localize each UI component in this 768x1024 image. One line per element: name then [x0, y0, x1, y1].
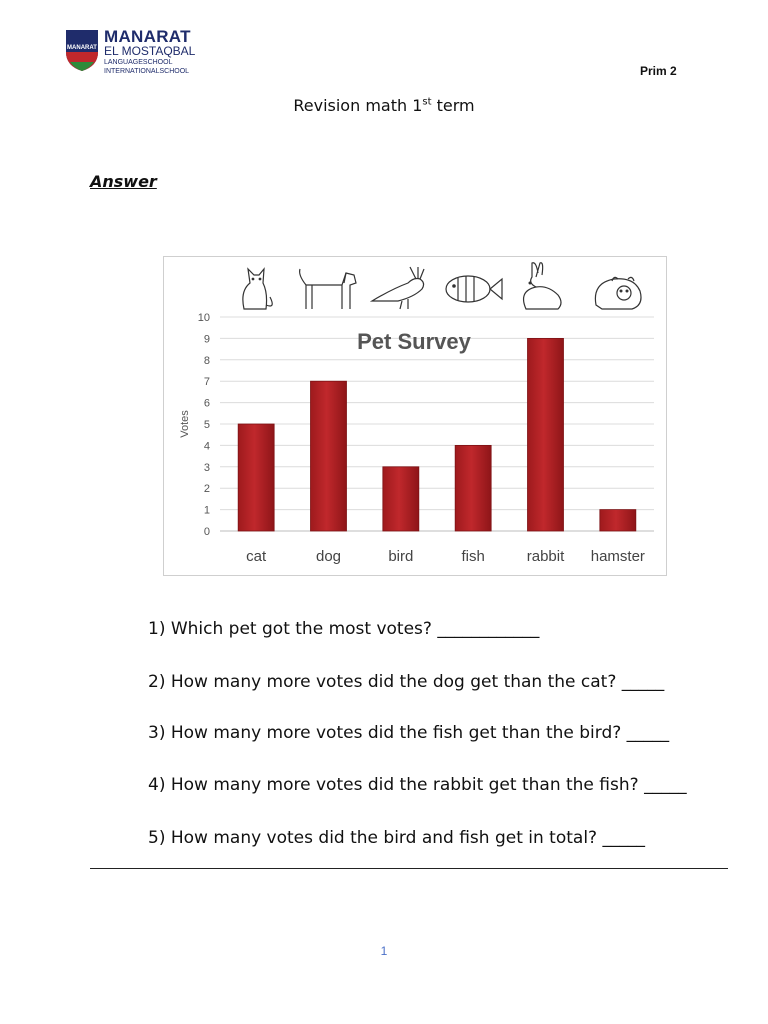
cat-icon: [243, 269, 272, 309]
chart-title: Pet Survey: [357, 329, 471, 354]
x-tick-label: rabbit: [526, 548, 565, 565]
answer-heading: Answer: [90, 172, 157, 191]
y-tick-label: 3: [203, 461, 210, 474]
shield-text: MANARAT: [67, 45, 97, 51]
y-axis-label: Votes: [179, 410, 191, 438]
x-tick-label: fish: [461, 548, 485, 565]
question-2: 2) How many more votes did the dog get than the cat? _____: [148, 672, 665, 692]
question-3: 3) How many more votes did the fish get than the bird? _____: [148, 723, 670, 743]
bar-fish: [455, 445, 491, 531]
question-5: 5) How many votes did the bird and fish get in total? _____: [148, 828, 645, 848]
logo-line1: MANARAT: [104, 27, 191, 46]
divider-line: [90, 868, 728, 869]
pet-survey-chart: [163, 256, 667, 576]
y-tick-label: 8: [203, 354, 210, 367]
y-tick-label: 10: [197, 312, 210, 324]
bar-bird: [383, 467, 419, 531]
x-tick-label: dog: [315, 548, 342, 565]
y-tick-label: 9: [203, 333, 210, 346]
x-tick-label: hamster: [590, 548, 645, 565]
y-tick-label: 7: [203, 376, 210, 389]
bar-cat: [238, 424, 274, 531]
school-logo: [64, 28, 204, 76]
hamster-icon: [595, 277, 641, 309]
logo-line2: EL MOSTAQBAL: [104, 44, 196, 58]
bar-hamster: [600, 510, 636, 531]
title-end: term: [431, 96, 475, 115]
y-tick-label: 2: [203, 483, 210, 496]
y-tick-label: 4: [203, 440, 210, 453]
dog-icon: [300, 269, 356, 309]
y-tick-label: 5: [203, 419, 210, 431]
y-tick-label: 0: [203, 526, 210, 538]
rabbit-icon: [524, 263, 561, 309]
y-tick-label: 6: [203, 397, 210, 410]
bird-icon: [372, 267, 424, 309]
title-main: Revision math 1: [293, 96, 423, 115]
logo-line3: LANGUAGESCHOOL: [104, 59, 173, 66]
question-1: 1) Which pet got the most votes? ____________: [148, 619, 540, 639]
x-tick-label: bird: [388, 548, 414, 565]
page-number: 1: [380, 944, 388, 958]
question-4: 4) How many more votes did the rabbit get than the fish? _____: [148, 775, 687, 795]
title-superscript: st: [422, 96, 432, 108]
shield-icon: [64, 28, 100, 72]
plot-area: [179, 312, 654, 565]
x-tick-label: cat: [246, 548, 267, 565]
logo-line4: INTERNATIONALSCHOOL: [104, 68, 190, 75]
y-tick-label: 1: [203, 504, 210, 517]
page-title: [0, 96, 768, 115]
grade-label: Prim 2: [640, 64, 677, 78]
bar-rabbit: [528, 338, 564, 531]
bar-dog: [311, 381, 347, 531]
fish-icon: [446, 276, 502, 302]
chart-canvas: [164, 257, 666, 575]
